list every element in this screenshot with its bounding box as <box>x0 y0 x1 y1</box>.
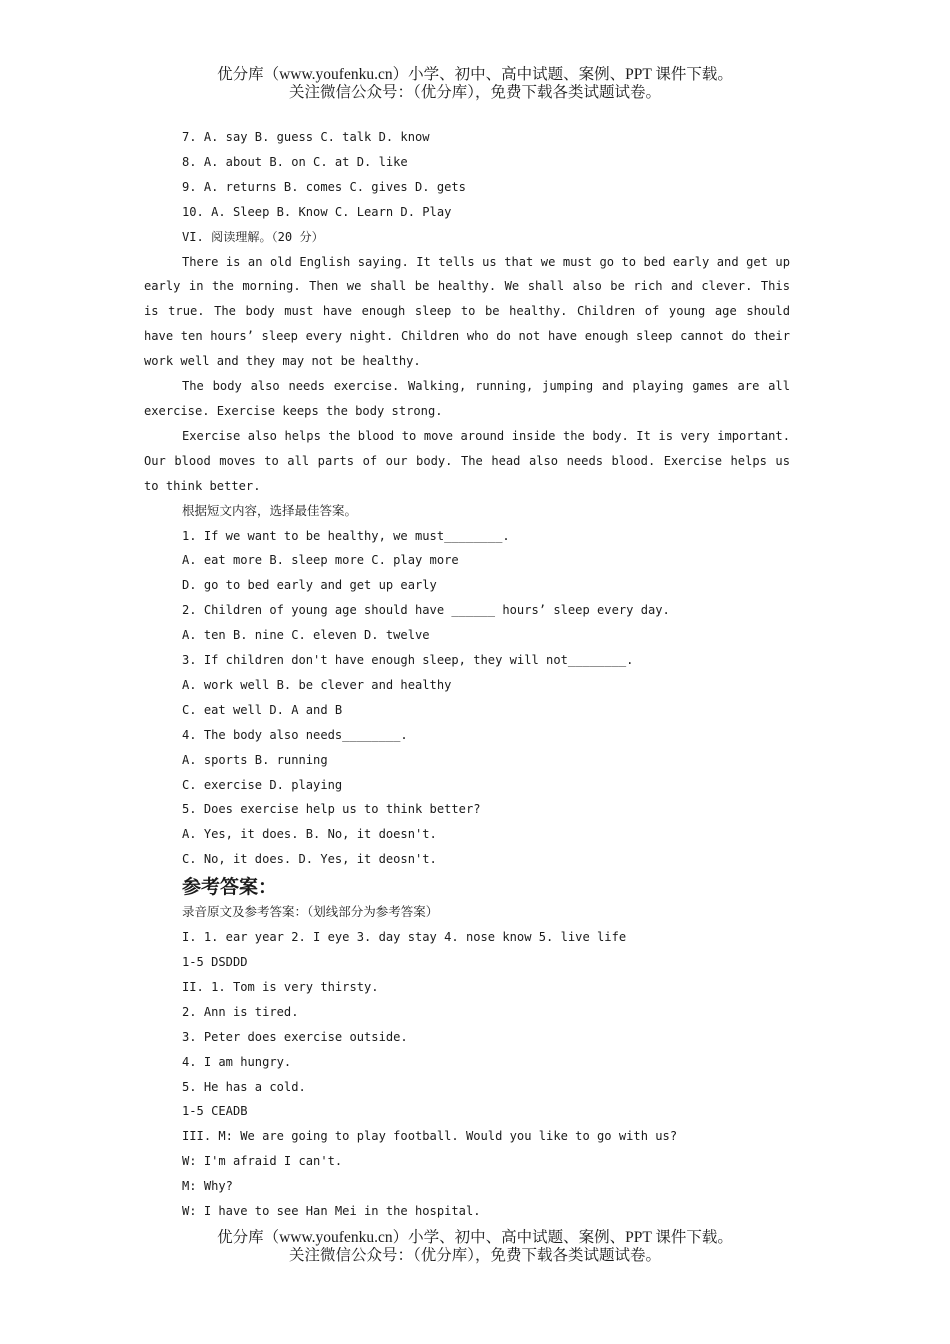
question-line: A. Yes, it does. B. No, it doesn't. <box>182 827 437 842</box>
question-line: 5. Does exercise help us to think better? <box>182 802 481 817</box>
question-line: D. go to bed early and get up early <box>182 578 437 593</box>
page-footer <box>0 1229 950 1265</box>
section-title-reading: VI. 阅读理解。（20 分） <box>182 229 324 244</box>
question-line: A. work well B. be clever and healthy <box>182 677 452 692</box>
question-line: A. eat more B. sleep more C. play more <box>182 553 459 568</box>
question-line: C. No, it does. D. Yes, it deosn't. <box>182 852 437 867</box>
reading-paragraph: There is an old English saying. It tells us that we must go to bed early and get up early in the morning. Then we shall be healthy. We shall also be rich and clever. This is true. The body must have enough sleep to be healthy. Children of young age should have ten hours’ sleep every night. Children who do not have enough sleep cannot do their work well and they may not be healthy. <box>144 254 790 369</box>
choice-line: 9. A. returns B. comes C. gives D. gets <box>182 179 466 194</box>
answer-line: 2. Ann is tired. <box>182 1004 299 1019</box>
question-line: A. sports B. running <box>182 752 328 767</box>
answer-line: M: Why? <box>182 1179 233 1194</box>
choice-line: 7. A. say B. guess C. talk D. know <box>182 130 430 144</box>
choice-line: 10. A. Sleep B. Know C. Learn D. Play <box>182 204 452 219</box>
footer-line-2: 关注微信公众号：（优分库），免费下载各类试题试卷。 <box>288 1247 661 1264</box>
answer-line: II. 1. Tom is very thirsty. <box>182 979 379 994</box>
question-line: A. ten B. nine C. eleven D. twelve <box>182 628 430 643</box>
document-body <box>144 125 790 1224</box>
answer-line: 1-5 DSDDD <box>182 955 248 969</box>
question-line: 3. If children don't have enough sleep, they will not________. <box>182 653 634 668</box>
answer-line: W: I have to see Han Mei in the hospital. <box>182 1204 481 1219</box>
header-line-1: 优分库（www.youfenku.cn）小学、初中、高中试题、案例、PPT 课件下载。 <box>217 66 733 83</box>
answer-line: 5. He has a cold. <box>182 1079 306 1094</box>
page-header <box>0 66 950 102</box>
reading-instruction: 根据短文内容，选择最佳答案。 <box>182 502 358 518</box>
reading-paragraph: Exercise also helps the blood to move around inside the body. It is very important. Our blood moves to all parts of our body. The head also needs blood. Exercise helps us to think better. <box>144 428 790 493</box>
answer-line: 1-5 CEADB <box>182 1104 248 1119</box>
reading-paragraph: The body also needs exercise. Walking, running, jumping and playing games are all exercise. Exercise keeps the body strong. <box>144 379 790 418</box>
answer-line: III. M: We are going to play football. Would you like to go with us? <box>182 1129 678 1144</box>
answer-line: 4. I am hungry. <box>182 1054 292 1069</box>
question-line: C. exercise D. playing <box>182 777 343 792</box>
question-line: 2. Children of young age should have ______ hours’ sleep every day. <box>182 603 670 618</box>
answer-line: 3. Peter does exercise outside. <box>182 1029 408 1044</box>
answers-title: 参考答案： <box>182 876 278 899</box>
answer-line: I. 1. ear year 2. I eye 3. day stay 4. nose know 5. live life <box>182 930 627 945</box>
question-line: 1. If we want to be healthy, we must________. <box>182 528 510 543</box>
question-line: C. eat well D. A and B <box>182 702 343 717</box>
answers-subtitle: 录音原文及参考答案：（划线部分为参考答案） <box>182 904 439 920</box>
header-line-2: 关注微信公众号：（优分库），免费下载各类试题试卷。 <box>288 84 661 101</box>
choice-line: 8. A. about B. on C. at D. like <box>182 154 408 169</box>
answer-line: W: I'm afraid I can't. <box>182 1154 343 1169</box>
footer-line-1: 优分库（www.youfenku.cn）小学、初中、高中试题、案例、PPT 课件下载。 <box>217 1229 733 1246</box>
question-line: 4. The body also needs________. <box>182 727 408 742</box>
